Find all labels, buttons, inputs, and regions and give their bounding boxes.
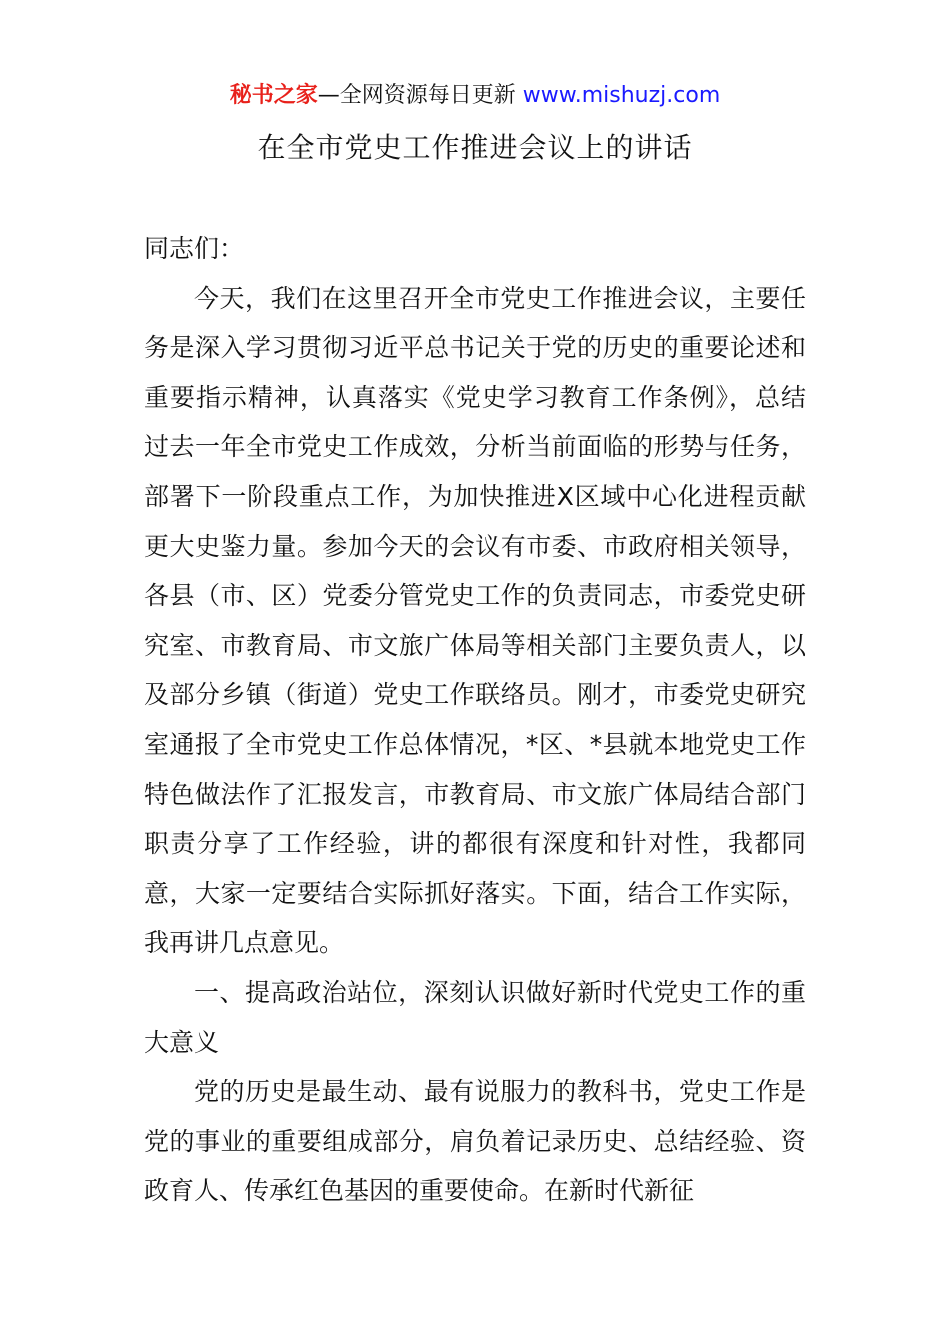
site-header [0,80,950,112]
site-url-link[interactable]: www.mishuzj.com [522,83,721,108]
paragraph-intro: 今天，我们在这里召开全市党史工作推进会议，主要任务是深入学习贯彻习近平总书记关于党的历史的重要论述和重要指示精神，认真落实《党史学习教育工作条例》，总结过去一年全市党史工作成效，分析当前面临的形势与任务，部署下一阶段重点工作，为加快推进X区域中心化进程贡献更大史鉴力量。参加今天的会议有市委、市政府相关领导，各县（市、区）党委分管党史工作的负责同志，市委党史研究室、市教育局、市文旅广体局等相关部门主要负责人，以及部分乡镇（街道）党史工作联络员。刚才，市委党史研究室通报了全市党史工作总体情况，*区、*县就本地党史工作特色做法作了汇报发言，市教育局、市文旅广体局结合部门职责分享了工作经验，讲的都很有深度和针对性，我都同意，大家一定要结合实际抓好落实。下面，结合工作实际，我再讲几点意见。 [144,283,806,958]
brand-name: 秘书之家 [229,83,318,108]
section-heading-1: 一、提高政治站位，深刻认识做好新时代党史工作的重大意义 [144,977,806,1057]
salutation: 同志们： [144,234,245,263]
document-title: 在全市党史工作推进会议上的讲话 [257,131,693,164]
paragraph-section-1: 党的历史是最生动、最有说服力的教科书，党史工作是党的事业的重要组成部分，肩负着记录历史、总结经验、资政育人、传承红色基因的重要使命。在新时代新征 [144,1077,806,1206]
header-tagline: —全网资源每日更新 [317,83,523,108]
document-body [144,224,806,1216]
